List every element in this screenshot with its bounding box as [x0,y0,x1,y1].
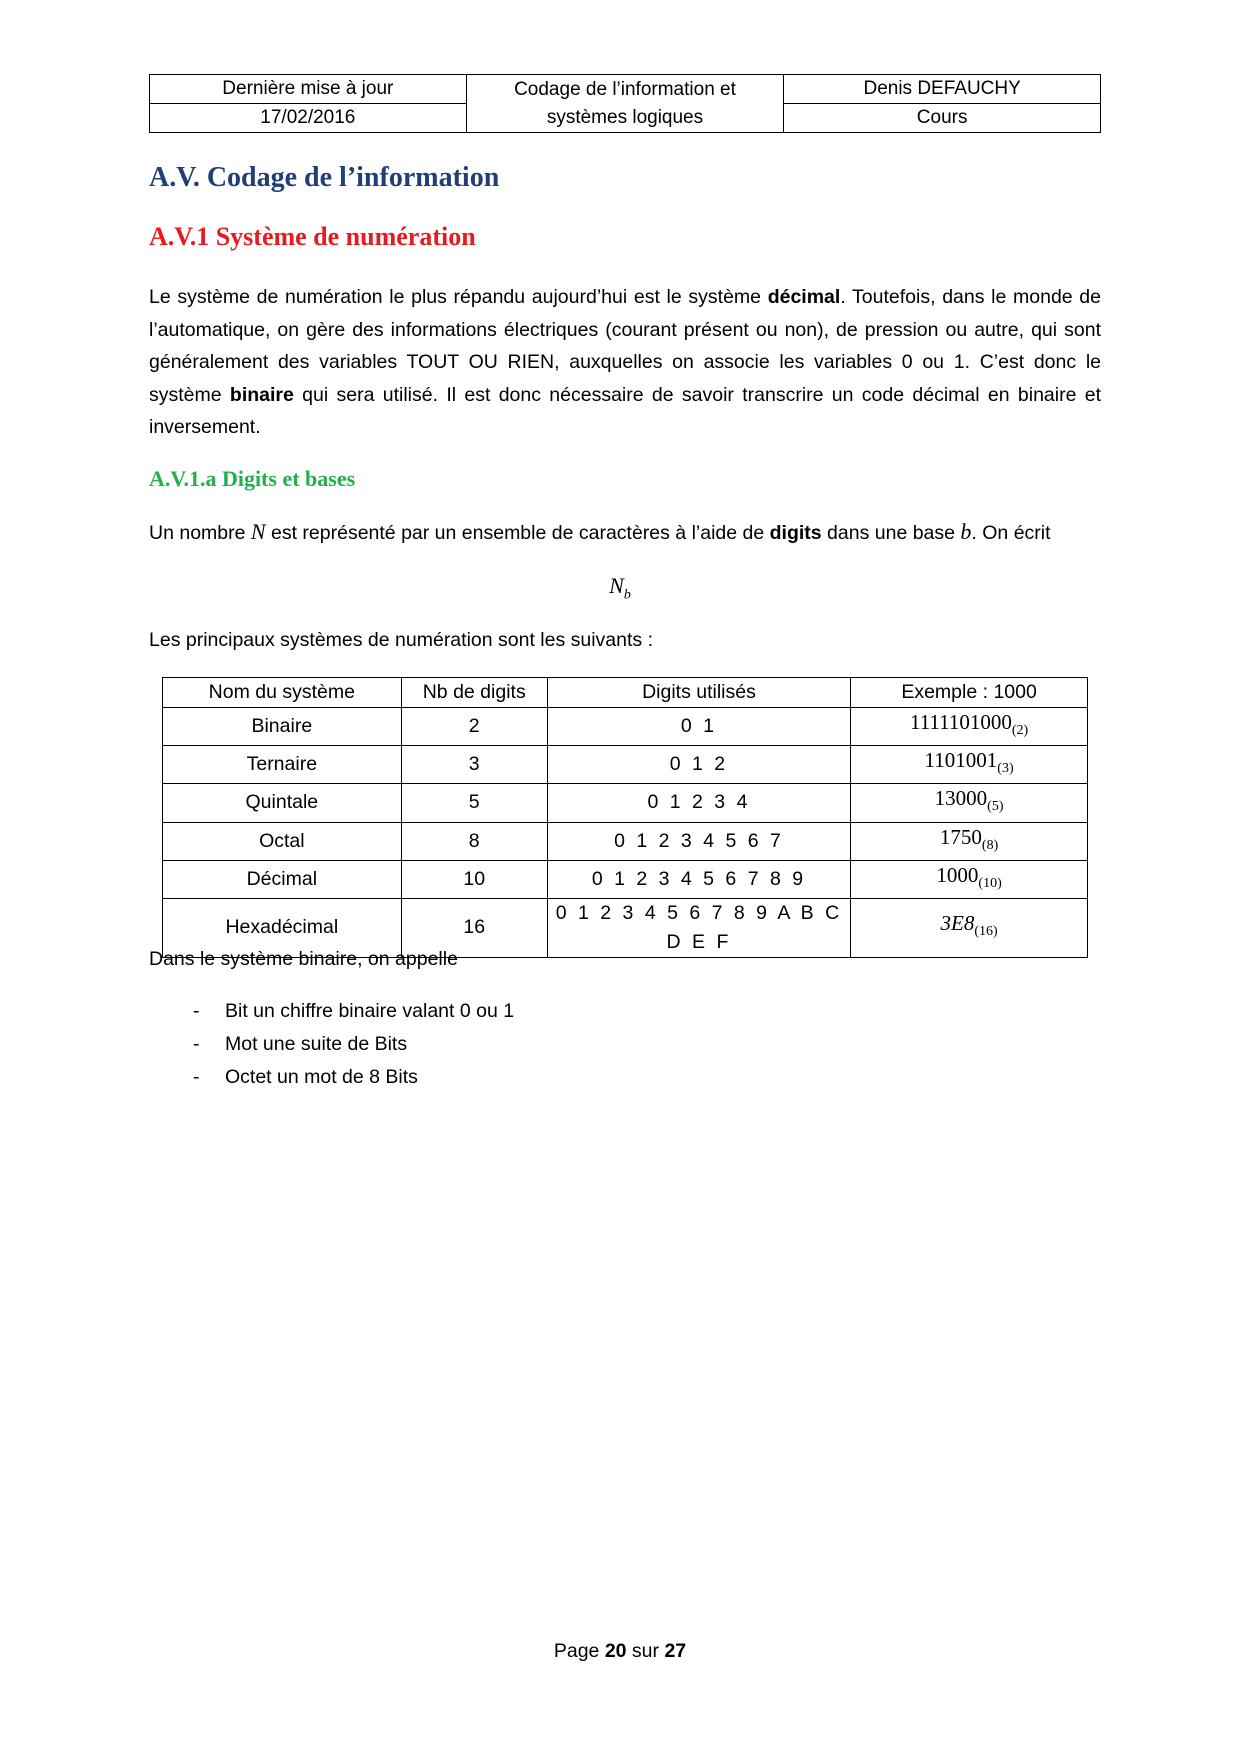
page-total: 27 [664,1640,687,1662]
example-value: 1750 [939,824,982,849]
document-title-line2: systèmes logiques [546,106,704,128]
author-cell: Denis DEFAUCHY [784,75,1101,104]
example-base: (2) [1011,723,1029,739]
digits-used-cell: 0 1 2 3 4 5 6 7 8 9 [547,860,850,898]
example-base: (5) [987,799,1004,815]
example-cell [851,708,1088,746]
list-dash: - [193,1000,200,1022]
list-dash: - [193,1033,200,1055]
table-row [163,746,1088,784]
digit-count-cell: 3 [401,746,547,784]
intro-bold-decimal: décimal [767,286,841,308]
digit-count-cell: 5 [401,784,547,822]
digits-text-4: . On écrit [971,522,1051,544]
list-item-text: Bit un chiffre binaire valant 0 ou 1 [225,1000,515,1022]
intro-paragraph [149,281,1101,444]
digits-paragraph [149,516,1109,550]
subsection-heading: A.V.1 Système de numération [149,222,476,251]
example-base: (3) [997,761,1014,777]
number-notation-formula [0,573,1240,603]
update-date-cell: 17/02/2016 [150,104,467,133]
variable-b: b [960,519,972,544]
column-header: Nom du système [163,678,402,708]
example-value: 1111101000 [909,710,1012,734]
variable-n: N [250,519,266,544]
section-heading: A.V. Codage de l’information [149,162,500,193]
formula-subscript: b [623,587,631,603]
example-value: 1101001 [924,748,998,773]
digit-count-cell: 16 [401,898,547,957]
digits-text-1: Un nombre [149,522,251,544]
digits-used-cell: 0 1 2 3 4 [547,784,850,822]
system-name-cell: Quintale [163,784,402,822]
last-update-label: Dernière mise à jour [150,75,467,104]
example-base: (10) [978,875,1002,891]
system-name-cell: Binaire [163,708,402,746]
subsubsection-heading: A.V.1.a Digits et bases [149,466,356,491]
list-item [149,1061,514,1094]
table-intro-text: Les principaux systèmes de numération sont les suivants : [149,629,654,651]
binary-intro-text: Dans le système binaire, on appelle [149,948,458,970]
page-footer [0,1640,1240,1663]
digits-bold: digits [769,522,822,544]
digit-count-cell: 8 [401,822,547,860]
intro-text-2: . Toutefois, dans le monde de l’automatique, on gère des informations électriques (courant présent ou non), de pression ou autre, qui sont généralement des variables TOUT OU RIEN, auxquelles on associe les variables 0 ou 1. C’est donc le système [149,286,1101,406]
example-cell [851,860,1088,898]
list-item [149,1028,514,1061]
table-row [163,860,1088,898]
example-value: 1000 [936,862,979,887]
example-base: (16) [974,924,998,940]
digits-used-cell: 0 1 2 [547,746,850,784]
digits-text-2: est représenté par un ensemble de caractères à l’aide de [265,522,770,544]
digit-count-cell: 2 [401,708,547,746]
intro-bold-binary: binaire [229,383,294,406]
table-row [163,708,1088,746]
page-number: 20 [604,1640,627,1662]
example-cell [851,784,1088,822]
doc-type-cell: Cours [784,104,1101,133]
document-title-line1: Codage de l’information et [514,78,736,100]
system-name-cell: Ternaire [163,746,402,784]
example-cell [851,746,1088,784]
footer-prefix: Page [553,1640,605,1662]
document-title-cell [466,75,784,133]
column-header: Exemple : 1000 [851,678,1088,708]
example-cell [851,822,1088,860]
binary-terms-list [149,995,514,1094]
document-header-table [149,74,1101,133]
digits-used-cell: 0 1 [547,708,850,746]
example-value: 13000 [934,786,988,811]
numeration-systems-table [162,677,1088,958]
digits-used-cell: 0 1 2 3 4 5 6 7 8 9 A B C D E F [547,898,850,957]
digits-text-3: dans une base [821,522,961,544]
digits-used-cell: 0 1 2 3 4 5 6 7 [547,822,850,860]
list-item-text: Octet un mot de 8 Bits [225,1066,418,1088]
table-header-row [163,678,1088,708]
footer-middle: sur [626,1640,665,1662]
column-header: Digits utilisés [547,678,850,708]
intro-text-1: Le système de numération le plus répandu aujourd’hui est le système [149,286,768,308]
table-row [163,822,1088,860]
column-header: Nb de digits [401,678,547,708]
table-row [163,784,1088,822]
digit-count-cell: 10 [401,860,547,898]
example-base: (8) [981,837,999,853]
example-value: 3E8 [940,911,975,936]
list-item [149,995,514,1028]
intro-text-3: qui sera utilisé. Il est donc nécessaire de savoir transcrire un code décimal en binaire et inversement. [149,383,1101,438]
system-name-cell: Décimal [163,860,402,898]
list-item-text: Mot une suite de Bits [225,1033,408,1055]
system-name-cell: Hexadécimal [163,898,402,957]
system-name-cell: Octal [163,822,402,860]
list-dash: - [193,1066,200,1088]
formula-main: N [609,573,624,598]
